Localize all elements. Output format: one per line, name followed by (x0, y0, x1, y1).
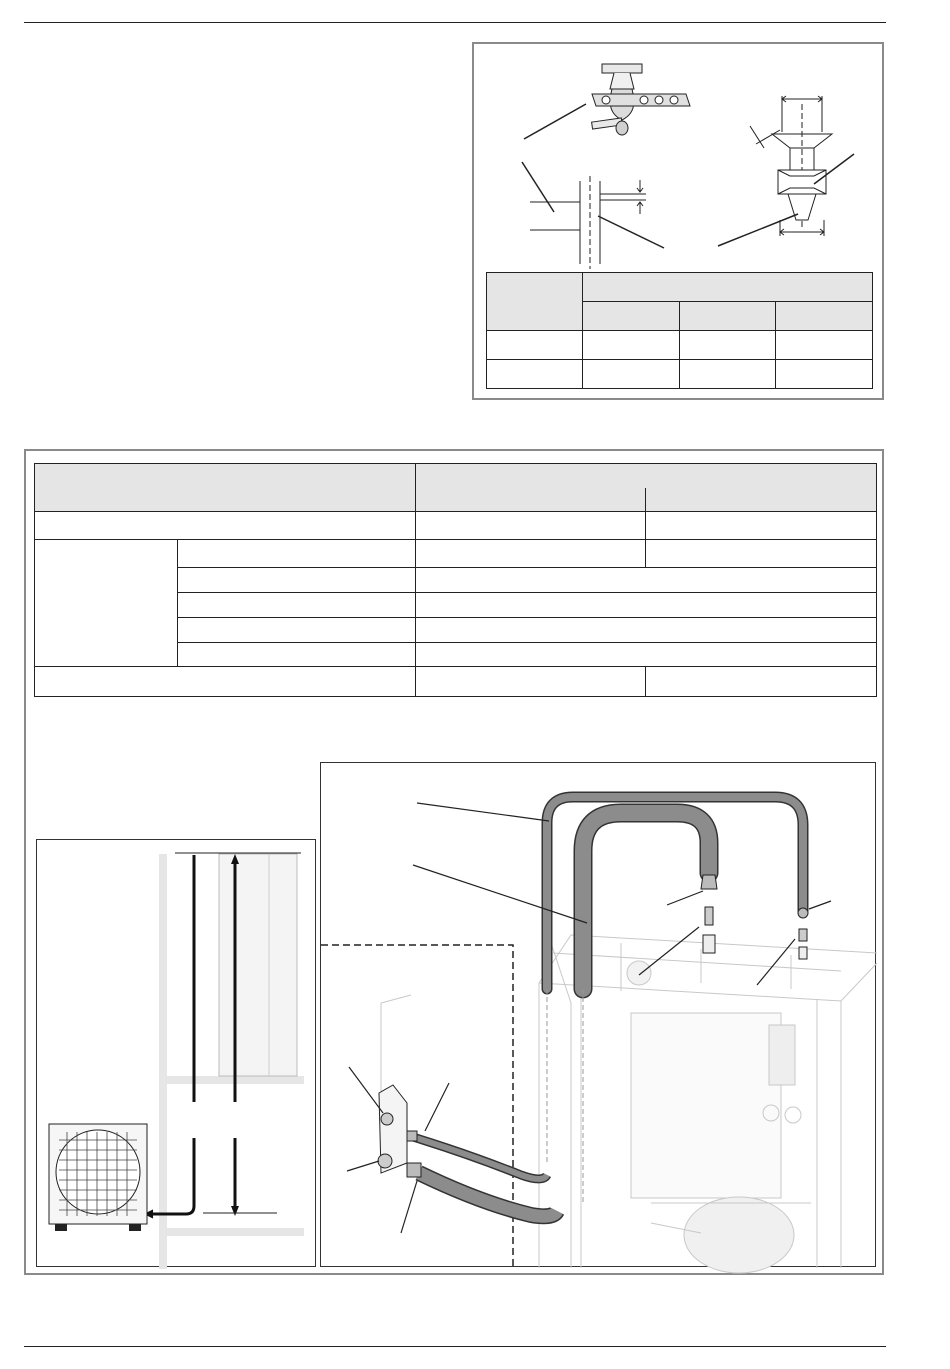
table-cell (416, 464, 877, 488)
table-cell (583, 302, 680, 331)
height-diagram-frame (36, 839, 316, 1267)
table-cell (416, 488, 646, 512)
table-cell (35, 464, 416, 512)
piping-spec-table (34, 463, 877, 697)
table-cell (416, 540, 646, 568)
bottom-rule (24, 1346, 886, 1347)
table-cell (416, 618, 877, 643)
table-cell (583, 331, 680, 360)
table-cell (646, 540, 877, 568)
flare-dimension-table (486, 272, 873, 389)
table-cell (680, 302, 776, 331)
table-row (35, 540, 877, 568)
table-cell (416, 667, 646, 697)
table-cell (487, 273, 583, 331)
stop-valve-icon (378, 1085, 421, 1177)
outdoor-unit-icon (49, 1124, 147, 1231)
table-cell (680, 360, 776, 389)
table-cell (35, 512, 416, 540)
table-cell (583, 273, 873, 302)
connection-diagram-frame (320, 762, 876, 1267)
table-cell (646, 512, 877, 540)
flare-figure-panel (472, 42, 884, 400)
table-cell (178, 568, 416, 593)
table-cell (35, 667, 416, 697)
pipe-connection-diagram (321, 763, 877, 1268)
table-cell (487, 331, 583, 360)
table-cell (487, 360, 583, 389)
table-cell (35, 540, 178, 667)
table-cell (178, 593, 416, 618)
table-cell (416, 643, 877, 667)
indoor-unit-icon (219, 854, 297, 1076)
table-row (35, 667, 877, 697)
table-row (35, 512, 877, 540)
flare-nut-icon (474, 44, 886, 274)
table-cell (416, 512, 646, 540)
table-cell (416, 568, 877, 593)
table-cell (416, 593, 877, 618)
table-cell (646, 488, 877, 512)
piping-section-panel (24, 449, 884, 1275)
table-cell (776, 331, 873, 360)
table-row (487, 331, 873, 360)
table-cell (680, 331, 776, 360)
table-cell (776, 360, 873, 389)
table-cell (646, 667, 877, 697)
table-cell (776, 302, 873, 331)
table-row (487, 360, 873, 389)
top-rule (24, 22, 886, 23)
table-cell (583, 360, 680, 389)
indoor-unit-icon (381, 935, 877, 1273)
table-cell (178, 618, 416, 643)
table-cell (178, 540, 416, 568)
installation-height-diagram (37, 840, 317, 1268)
table-cell (178, 643, 416, 667)
